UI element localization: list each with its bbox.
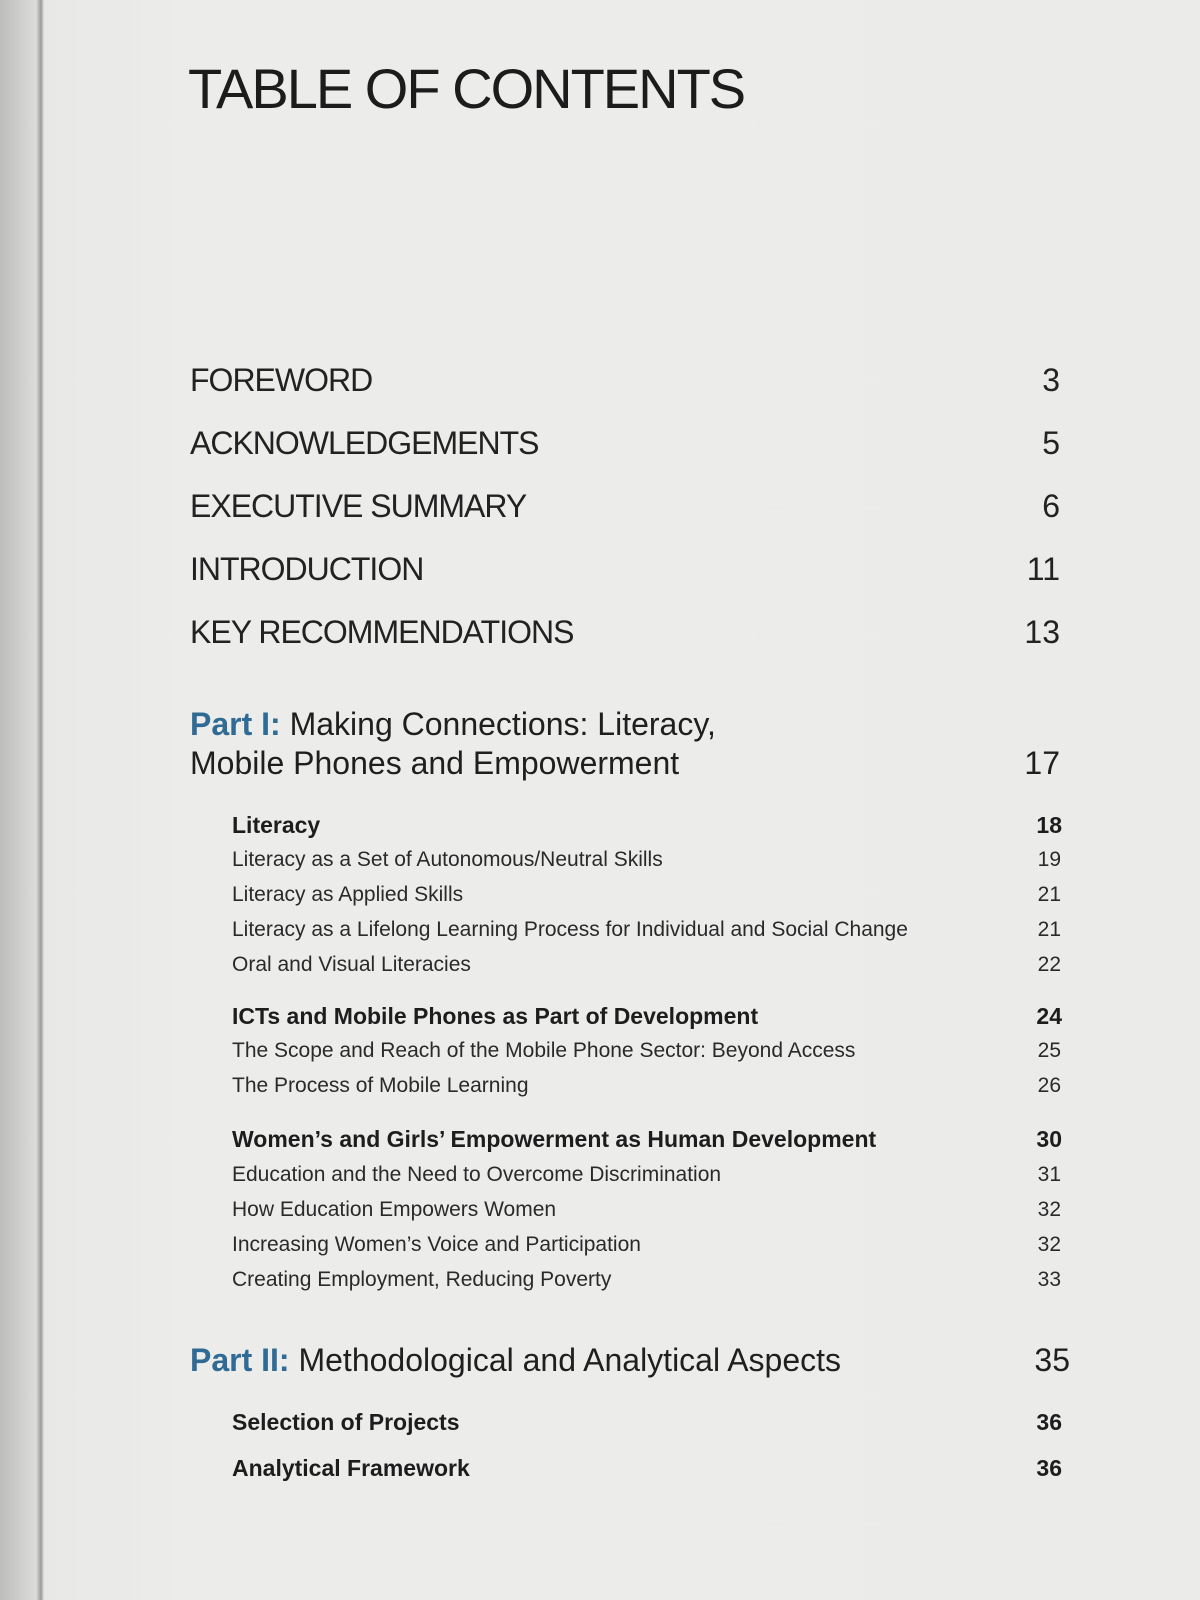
toc-subentry <box>232 1198 1062 1222</box>
toc-subentry <box>232 1074 1062 1098</box>
section-page: 30 <box>1036 1126 1062 1152</box>
entry-label: ACKNOWLEDGEMENTS <box>190 425 539 461</box>
toc-subentry <box>232 953 1062 977</box>
entry-label: EXECUTIVE SUMMARY <box>190 488 527 524</box>
subentry-page: 21 <box>1037 883 1061 906</box>
entry-label: KEY RECOMMENDATIONS <box>190 614 574 650</box>
subentry-label: Literacy as Applied Skills <box>232 883 464 906</box>
entry-page: 3 <box>1042 362 1060 398</box>
subentry-label: Literacy as a Set of Autonomous/Neutral Skills <box>232 848 663 871</box>
entry-label: INTRODUCTION <box>190 551 424 587</box>
entry-page: 13 <box>1024 614 1060 650</box>
toc-entry-executive-summary <box>190 488 1060 525</box>
entry-label: FOREWORD <box>190 362 373 398</box>
toc-section-analytical-framework <box>232 1455 1062 1482</box>
subentry-page: 25 <box>1037 1039 1061 1062</box>
subentry-label: Creating Employment, Reducing Poverty <box>232 1268 612 1291</box>
part-2-heading <box>190 1342 1070 1379</box>
page-title: TABLE OF CONTENTS <box>188 57 745 120</box>
toc-subentry <box>232 1268 1062 1292</box>
section-label: ICTs and Mobile Phones as Part of Development <box>232 1003 759 1029</box>
toc-section-literacy <box>232 812 1062 839</box>
toc-subentry <box>232 1233 1062 1257</box>
part-1-heading-line2 <box>190 745 1060 782</box>
part-2-title: Methodological and Analytical Aspects <box>298 1342 842 1378</box>
part-1-label: Part I: <box>190 706 281 742</box>
section-label: Selection of Projects <box>232 1409 460 1435</box>
part-1-title-line2: Mobile Phones and Empowerment <box>190 745 680 781</box>
subentry-label: Increasing Women’s Voice and Participation <box>232 1233 641 1256</box>
subentry-label: The Process of Mobile Learning <box>232 1074 529 1097</box>
subentry-page: 32 <box>1037 1233 1061 1256</box>
subentry-page: 32 <box>1037 1198 1061 1221</box>
part-2-page: 35 <box>1034 1342 1070 1378</box>
subentry-page: 31 <box>1037 1163 1061 1186</box>
toc-entry-foreword <box>190 362 1060 399</box>
part-1-page: 17 <box>1024 745 1060 781</box>
toc-entry-key-recommendations <box>190 614 1060 651</box>
subentry-page: 22 <box>1037 953 1061 976</box>
entry-page: 6 <box>1042 488 1060 524</box>
toc-subentry <box>232 918 1062 942</box>
toc-section-icts <box>232 1003 1062 1030</box>
subentry-page: 19 <box>1037 848 1061 871</box>
toc-entry-introduction <box>190 551 1060 588</box>
toc-subentry <box>232 883 1062 907</box>
toc-section-selection-of-projects <box>232 1409 1062 1436</box>
subentry-label: Literacy as a Lifelong Learning Process for Individual and Social Change <box>232 918 908 941</box>
subentry-label: How Education Empowers Women <box>232 1198 557 1221</box>
toc-subentry <box>232 1039 1062 1063</box>
section-label: Women’s and Girls’ Empowerment as Human Development <box>232 1126 877 1152</box>
subentry-label: The Scope and Reach of the Mobile Phone Sector: Beyond Access <box>232 1039 856 1062</box>
toc-entry-acknowledgements <box>190 425 1060 462</box>
subentry-page: 21 <box>1037 918 1061 941</box>
subentry-label: Education and the Need to Overcome Discrimination <box>232 1163 722 1186</box>
section-label: Literacy <box>232 812 321 838</box>
section-label: Analytical Framework <box>232 1455 470 1481</box>
subentry-page: 26 <box>1037 1074 1061 1097</box>
part-1-heading-line1 <box>190 706 716 743</box>
part-1-title-line1: Making Connections: Literacy, <box>289 706 716 742</box>
section-page: 18 <box>1036 812 1062 838</box>
section-page: 24 <box>1036 1003 1062 1029</box>
toc-subentry <box>232 1163 1062 1187</box>
toc-section-empowerment <box>232 1126 1062 1153</box>
part-2-label: Part II: <box>190 1342 290 1378</box>
toc-subentry <box>232 848 1062 872</box>
subentry-page: 33 <box>1037 1268 1061 1291</box>
section-page: 36 <box>1036 1409 1062 1435</box>
entry-page: 11 <box>1026 551 1060 587</box>
section-page: 36 <box>1036 1455 1062 1481</box>
subentry-label: Oral and Visual Literacies <box>232 953 471 976</box>
entry-page: 5 <box>1042 425 1060 461</box>
